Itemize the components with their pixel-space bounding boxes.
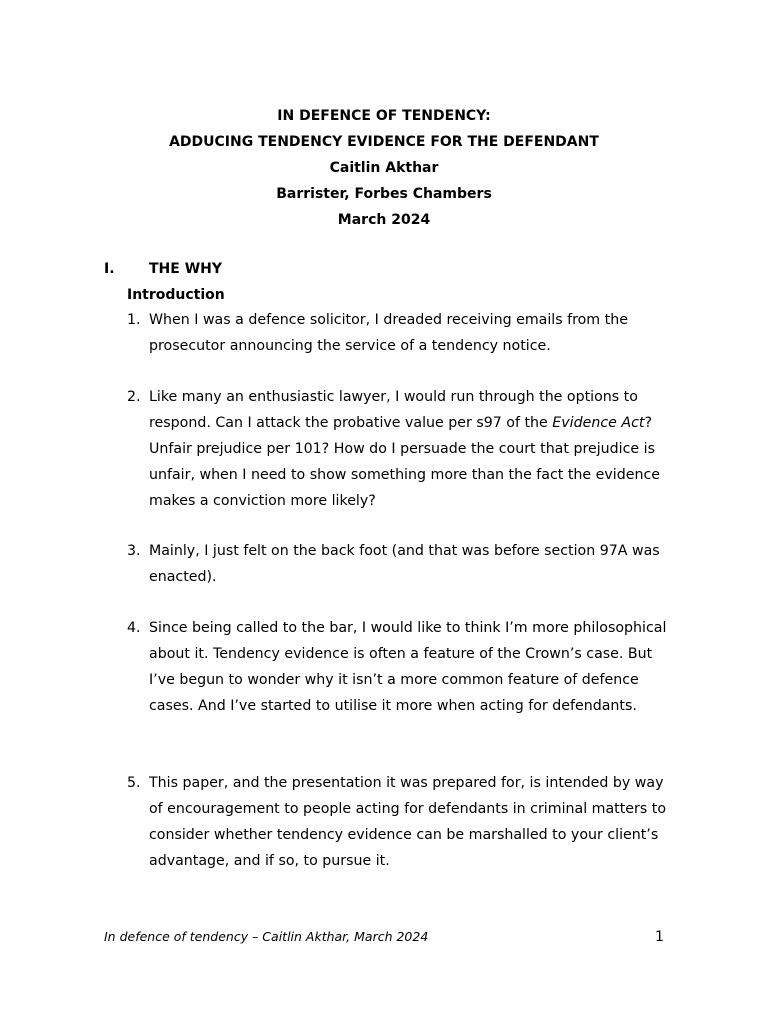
section-heading — [104, 259, 222, 279]
section-title: THE WHY — [149, 261, 223, 277]
section-number: I. — [104, 261, 115, 277]
paper-title-line-2: ADDUCING TENDENCY EVIDENCE FOR THE DEFENDANT — [169, 134, 599, 150]
paragraph-5 — [127, 770, 672, 874]
author-name: Caitlin Akthar — [329, 160, 439, 176]
paragraph-text: This paper, and the presentation it was prepared for, is intended by way of encouragement to people acting for defendants in criminal matters to consider whether tendency evidence can be marshalled to your client’s advantage, and if so, to pursue it. — [149, 775, 666, 869]
paragraph-text: When I was a defence solicitor, I dreaded receiving emails from the prosecutor announcing the service of a tendency notice. — [149, 312, 628, 354]
author-position: Barrister, Forbes Chambers — [276, 186, 492, 202]
paragraph-1 — [127, 307, 672, 359]
paper-title-line-1: IN DEFENCE OF TENDENCY: — [277, 108, 491, 124]
paragraph-3 — [127, 538, 672, 590]
paragraph-number: 4. — [127, 620, 141, 636]
paragraph-2 — [127, 384, 672, 514]
paragraph-text — [149, 384, 672, 514]
paragraph-4 — [127, 615, 672, 719]
paragraph-number: 2. — [127, 389, 141, 405]
paragraph-text-italic: Evidence Act — [552, 415, 645, 431]
paragraph-number: 1. — [127, 312, 141, 328]
page-number: 1 — [655, 929, 664, 945]
paragraph-text-part: ? Unfair prejudice per 101? How do I persuade the court that prejudice is unfair, when I need to show something more than the fact the evidence makes a conviction more likely? — [149, 415, 660, 509]
paragraph-number: 5. — [127, 775, 141, 791]
paragraph-text: Mainly, I just felt on the back foot (and that was before section 97A was enacted). — [149, 543, 660, 585]
paper-date: March 2024 — [337, 212, 431, 228]
paragraph-text: Since being called to the bar, I would like to think I’m more philosophical about it. Tendency evidence is often a feature of the Crown’s case. But I’ve begun to wonder why it isn’t a more common feature of defence cases. And I’ve started to utilise it more when acting for defendants. — [149, 620, 667, 714]
subheading-introduction: Introduction — [127, 287, 225, 303]
title-block — [0, 103, 768, 233]
footer-text: In defence of tendency – Caitlin Akthar, March 2024 — [104, 929, 429, 944]
paragraph-number: 3. — [127, 543, 141, 559]
paragraph-text-part: Like many an enthusiastic lawyer, I would run through the options to respond. Can I attack the probative value per s97 of the — [149, 389, 638, 431]
